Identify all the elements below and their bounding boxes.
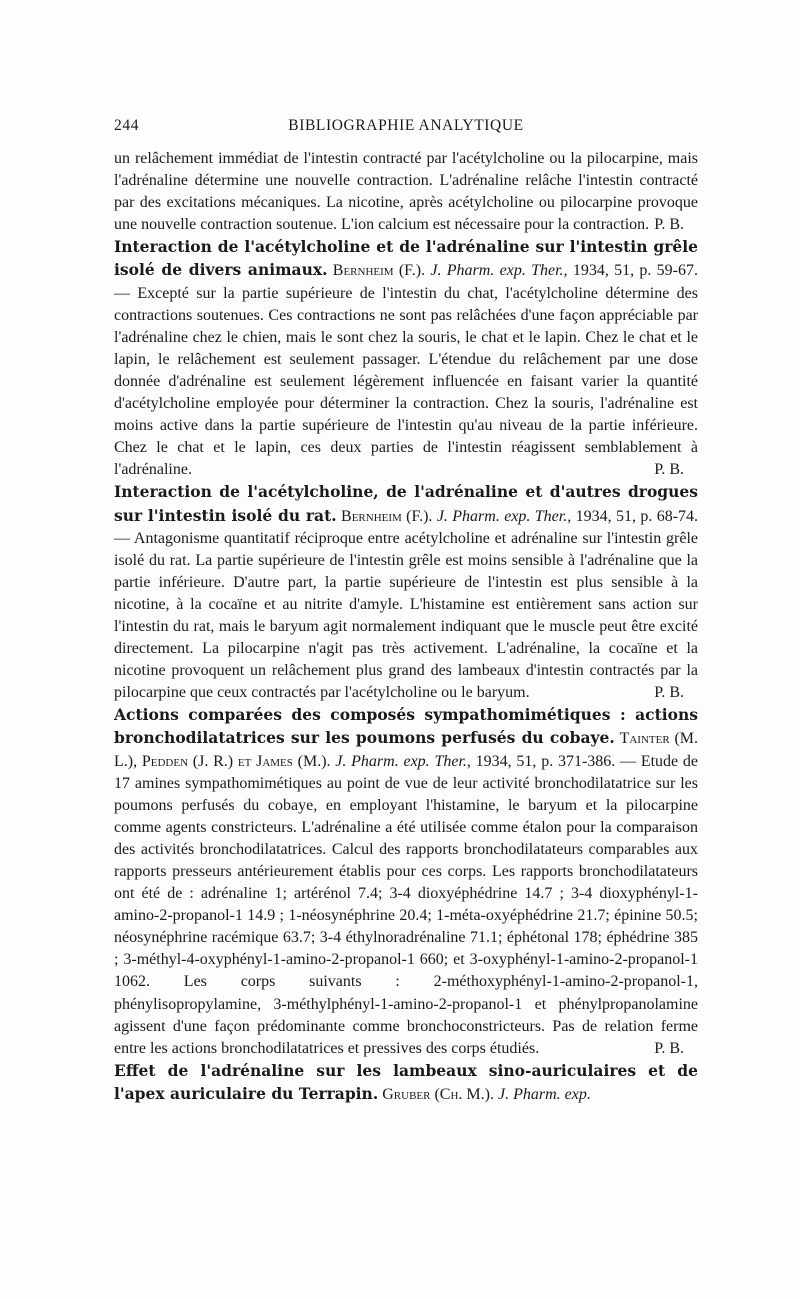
bibliography-entry-1 — [114, 236, 698, 481]
page-body — [114, 148, 698, 1106]
bibliography-entry-3 — [114, 704, 698, 1060]
article-authors: Gruber (Ch. M.). — [382, 1085, 494, 1103]
article-title: Interaction de l'acétylcholine et de l'adrénaline sur l'intestin grêle isolé de divers animaux. — [114, 237, 698, 280]
abstract-text: Antagonisme quantitatif réciproque entre acétylcholine et adrénaline sur l'intestin grêle isolé du rat. La partie supérieure de l'intestin grêle est moins sensible à l'adrénaline que la partie inférieure. D'autre part, la partie supérieure de l'intestin est plus sensible à la nicotine, à la cocaïne et au nitrite d'amyle. L'histamine est entièrement sans action sur l'intestin du rat, mais le baryum agit normalement indiquant que le muscle peut être excité directement. La pilocarpine n'agit pas très activement. L'adrénaline, la cocaïne et la nicotine provoquent un relâchement plus grand des lambeaux d'intestin contractés par la pilocarpine que ceux contractés par l'acétylcholine ou le baryum. — [114, 529, 698, 702]
page-header — [114, 117, 698, 137]
abstract-text: Excepté sur la partie supérieure de l'intestin du chat, l'acétylcholine détermine des contractions soutenues. Ces contractions ne sont pas relâchées d'une façon appréciable par l'adrénaline chez le chien, mais le sont chez la souris, le chat et le lapin. Chez le chat et le lapin, le relâchement est seulement passager. L'étendue du relâchement par une dose donnée d'adrénaline est seulement légèrement influencée en faisant varier la quantité d'acétylcholine employée pour déterminer la contraction. Chez la souris, l'adrénaline est moins active dans la partie supérieure de l'intestin qu'au niveau de la partie inférieure. Chez le chat et le lapin, ces deux parties de l'intestin réagissent semblablement à l'adrénaline. — [114, 284, 699, 479]
reviewer-initials: P. B. — [654, 684, 684, 702]
bibliography-entry-2 — [114, 481, 698, 704]
article-authors: Bernheim (F.). — [341, 507, 433, 525]
abstract-text: Etude de 17 amines sympathomimétiques au point de vue de leur activité bronchodilatatrice sur les poumons perfusés du cobaye, en employant l'histamine, le baryum et la pilocarpine comme agents constricteurs. L'adrénaline a été utilisée comme étalon pour la comparaison des activités bronchodilatatrices. Calcul des rapports bronchodilatateurs comparables aux rapports presseurs antérieurement établis pour ces corps. Les rapports bronchodilatateurs ont été de : adrénaline 1; artérénol 7.4; 3-4 dioxyéphédrine 14.7 ; 3-4 dioxyphényl-1-amino-2-propanol-1 14.9 ; 1-néosynéphrine 20.4; 1-méta-oxyéphédrine 21.7; épinine 50.5; néosynéphrine racémique 63.7; 3-4 éthylnoradrénaline 71.1; éphétonal 178; éphédrine 385 ; 3-méthyl-4-oxyphényl-1-amino-2-propanol-1 660; et 3-oxyphényl-1-amino-2-propanol-1 1062. Les corps suivants : 2-méthoxyphényl-1-amino-2-propanol-1, phénylisopropylamine, 3-méthylphényl-1-amino-2-propanol-1 et phénylpropanolamine agissent d'une façon prédominante comme bronchoconstricteurs. Pas de relation ferme entre les actions bronchodilatatrices et pressives des corps étudiés. — [114, 752, 699, 1057]
article-authors: Bernheim (F.). — [332, 262, 426, 280]
article-title: Actions comparées des composés sympathomimétiques : actions bronchodilatatrices sur les poumons perfusés du cobaye. — [114, 705, 698, 748]
running-title: BIBLIOGRAPHIE ANALYTIQUE — [288, 117, 524, 134]
citation: 1934, 51, p. 68-74. — — [114, 507, 699, 547]
continued-abstract — [114, 148, 698, 236]
journal-name: J. Pharm. exp. Ther., — [335, 752, 471, 770]
journal-name: J. Pharm. exp. Ther., — [430, 262, 568, 280]
journal-name: J. Pharm. exp. Ther., — [436, 507, 572, 525]
bibliography-entry-4 — [114, 1060, 698, 1106]
article-authors: Tainter (M. L.), Pedden (J. R.) et James (M.). — [114, 730, 698, 770]
article-title: Interaction de l'acétylcholine, de l'adrénaline et d'autres drogues sur l'intestin isolé du rat. — [114, 482, 698, 525]
reviewer-initials: P. B. — [654, 1039, 684, 1057]
article-title: Effet de l'adrénaline sur les lambeaux sino-auriculaires et de l'apex auriculaire du Terrapin. — [114, 1060, 698, 1103]
journal-name: J. Pharm. exp. — [497, 1085, 591, 1103]
citation: 1934, 51, p. 371-386. — — [475, 752, 637, 770]
citation: 1934, 51, p. 59-67. — — [114, 262, 698, 302]
reviewer-initials: P. B. — [654, 461, 684, 479]
page-number: 244 — [114, 117, 140, 134]
abstract-text: un relâchement immédiat de l'intestin contracté par l'acétylcholine ou la pilocarpine, mais l'adrénaline détermine une nouvelle contraction. L'adrénaline relâche l'intestin contracté par des excitations mécaniques. La nicotine, après acétylcholine ou pilocarpine provoque une nouvelle contraction soutenue. L'ion calcium est nécessaire pour la contraction. — [114, 150, 698, 234]
reviewer-initials: P. B. — [654, 216, 684, 234]
